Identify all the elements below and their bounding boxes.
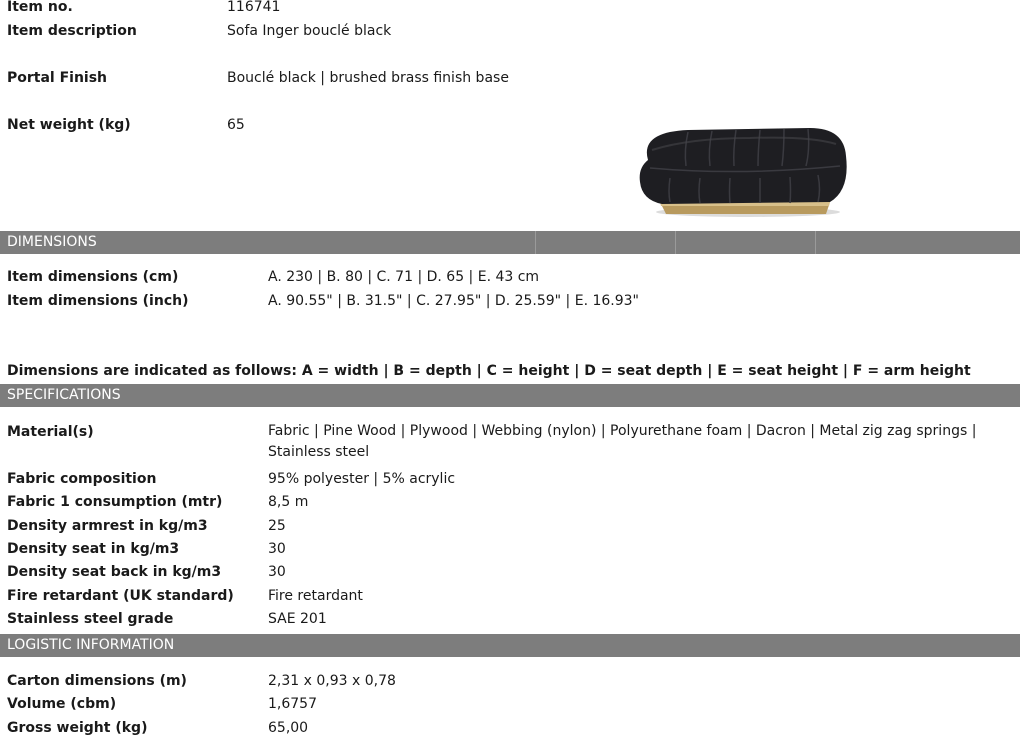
- spec-value: 30: [268, 564, 286, 580]
- logistic-label: Gross weight (kg): [7, 720, 148, 736]
- logistic-value: 2,31 x 0,93 x 0,78: [268, 673, 396, 689]
- spec-label: Density seat in kg/m3: [7, 541, 180, 557]
- item-no-value: 116741: [227, 0, 281, 15]
- portal-finish-label: Portal Finish: [7, 70, 108, 86]
- sofa-product-image: [630, 120, 855, 220]
- spec-label: Stainless steel grade: [7, 611, 174, 627]
- logistic-value: 1,6757: [268, 696, 317, 712]
- item-dimensions-cm-value: A. 230 | B. 80 | C. 71 | D. 65 | E. 43 cm: [268, 269, 540, 285]
- logistic-value: 65,00: [268, 720, 309, 736]
- item-dimensions-inch-value: A. 90.55" | B. 31.5" | C. 27.95" | D. 25.59" | E. 16.93": [268, 293, 639, 309]
- spec-label: Material(s): [7, 424, 94, 440]
- dimensions-title: DIMENSIONS: [7, 234, 97, 250]
- net-weight-value: 65: [227, 117, 245, 133]
- dimensions-legend-note: Dimensions are indicated as follows: A = width | B = depth | C = height | D = seat depth | E = seat height | F = arm height: [7, 363, 971, 379]
- spec-value: 8,5 m: [268, 494, 309, 510]
- net-weight-label: Net weight (kg): [7, 117, 131, 133]
- spec-value: 30: [268, 541, 286, 557]
- spec-label: Fabric composition: [7, 471, 157, 487]
- specifications-title: SPECIFICATIONS: [7, 387, 121, 403]
- spec-value: 25: [268, 518, 286, 534]
- logistic-section-header: [0, 634, 1020, 657]
- spec-value: Fabric | Pine Wood | Plywood | Webbing (nylon) | Polyurethane foam | Dacron | Metal zig zag springs | Stainless steel: [268, 423, 977, 460]
- logistic-title: LOGISTIC INFORMATION: [7, 637, 175, 653]
- spec-label: Density seat back in kg/m3: [7, 564, 222, 580]
- item-dimensions-cm-label: Item dimensions (cm): [7, 269, 179, 285]
- logistic-label: Carton dimensions (m): [7, 673, 187, 689]
- spec-label: Fire retardant (UK standard): [7, 588, 234, 604]
- spec-label: Fabric 1 consumption (mtr): [7, 494, 223, 510]
- specifications-section-header: [0, 384, 1020, 407]
- item-no-label: Item no.: [7, 0, 73, 15]
- portal-finish-value: Bouclé black | brushed brass finish base: [227, 70, 509, 86]
- spec-label: Density armrest in kg/m3: [7, 518, 208, 534]
- spec-value: SAE 201: [268, 611, 327, 627]
- spec-value: 95% polyester | 5% acrylic: [268, 471, 456, 487]
- spec-value: Fire retardant: [268, 588, 363, 604]
- logistic-label: Volume (cbm): [7, 696, 117, 712]
- item-description-label: Item description: [7, 23, 137, 39]
- item-dimensions-inch-label: Item dimensions (inch): [7, 293, 189, 309]
- item-description-value: Sofa Inger bouclé black: [227, 23, 392, 39]
- dimensions-section-header: [0, 231, 1020, 254]
